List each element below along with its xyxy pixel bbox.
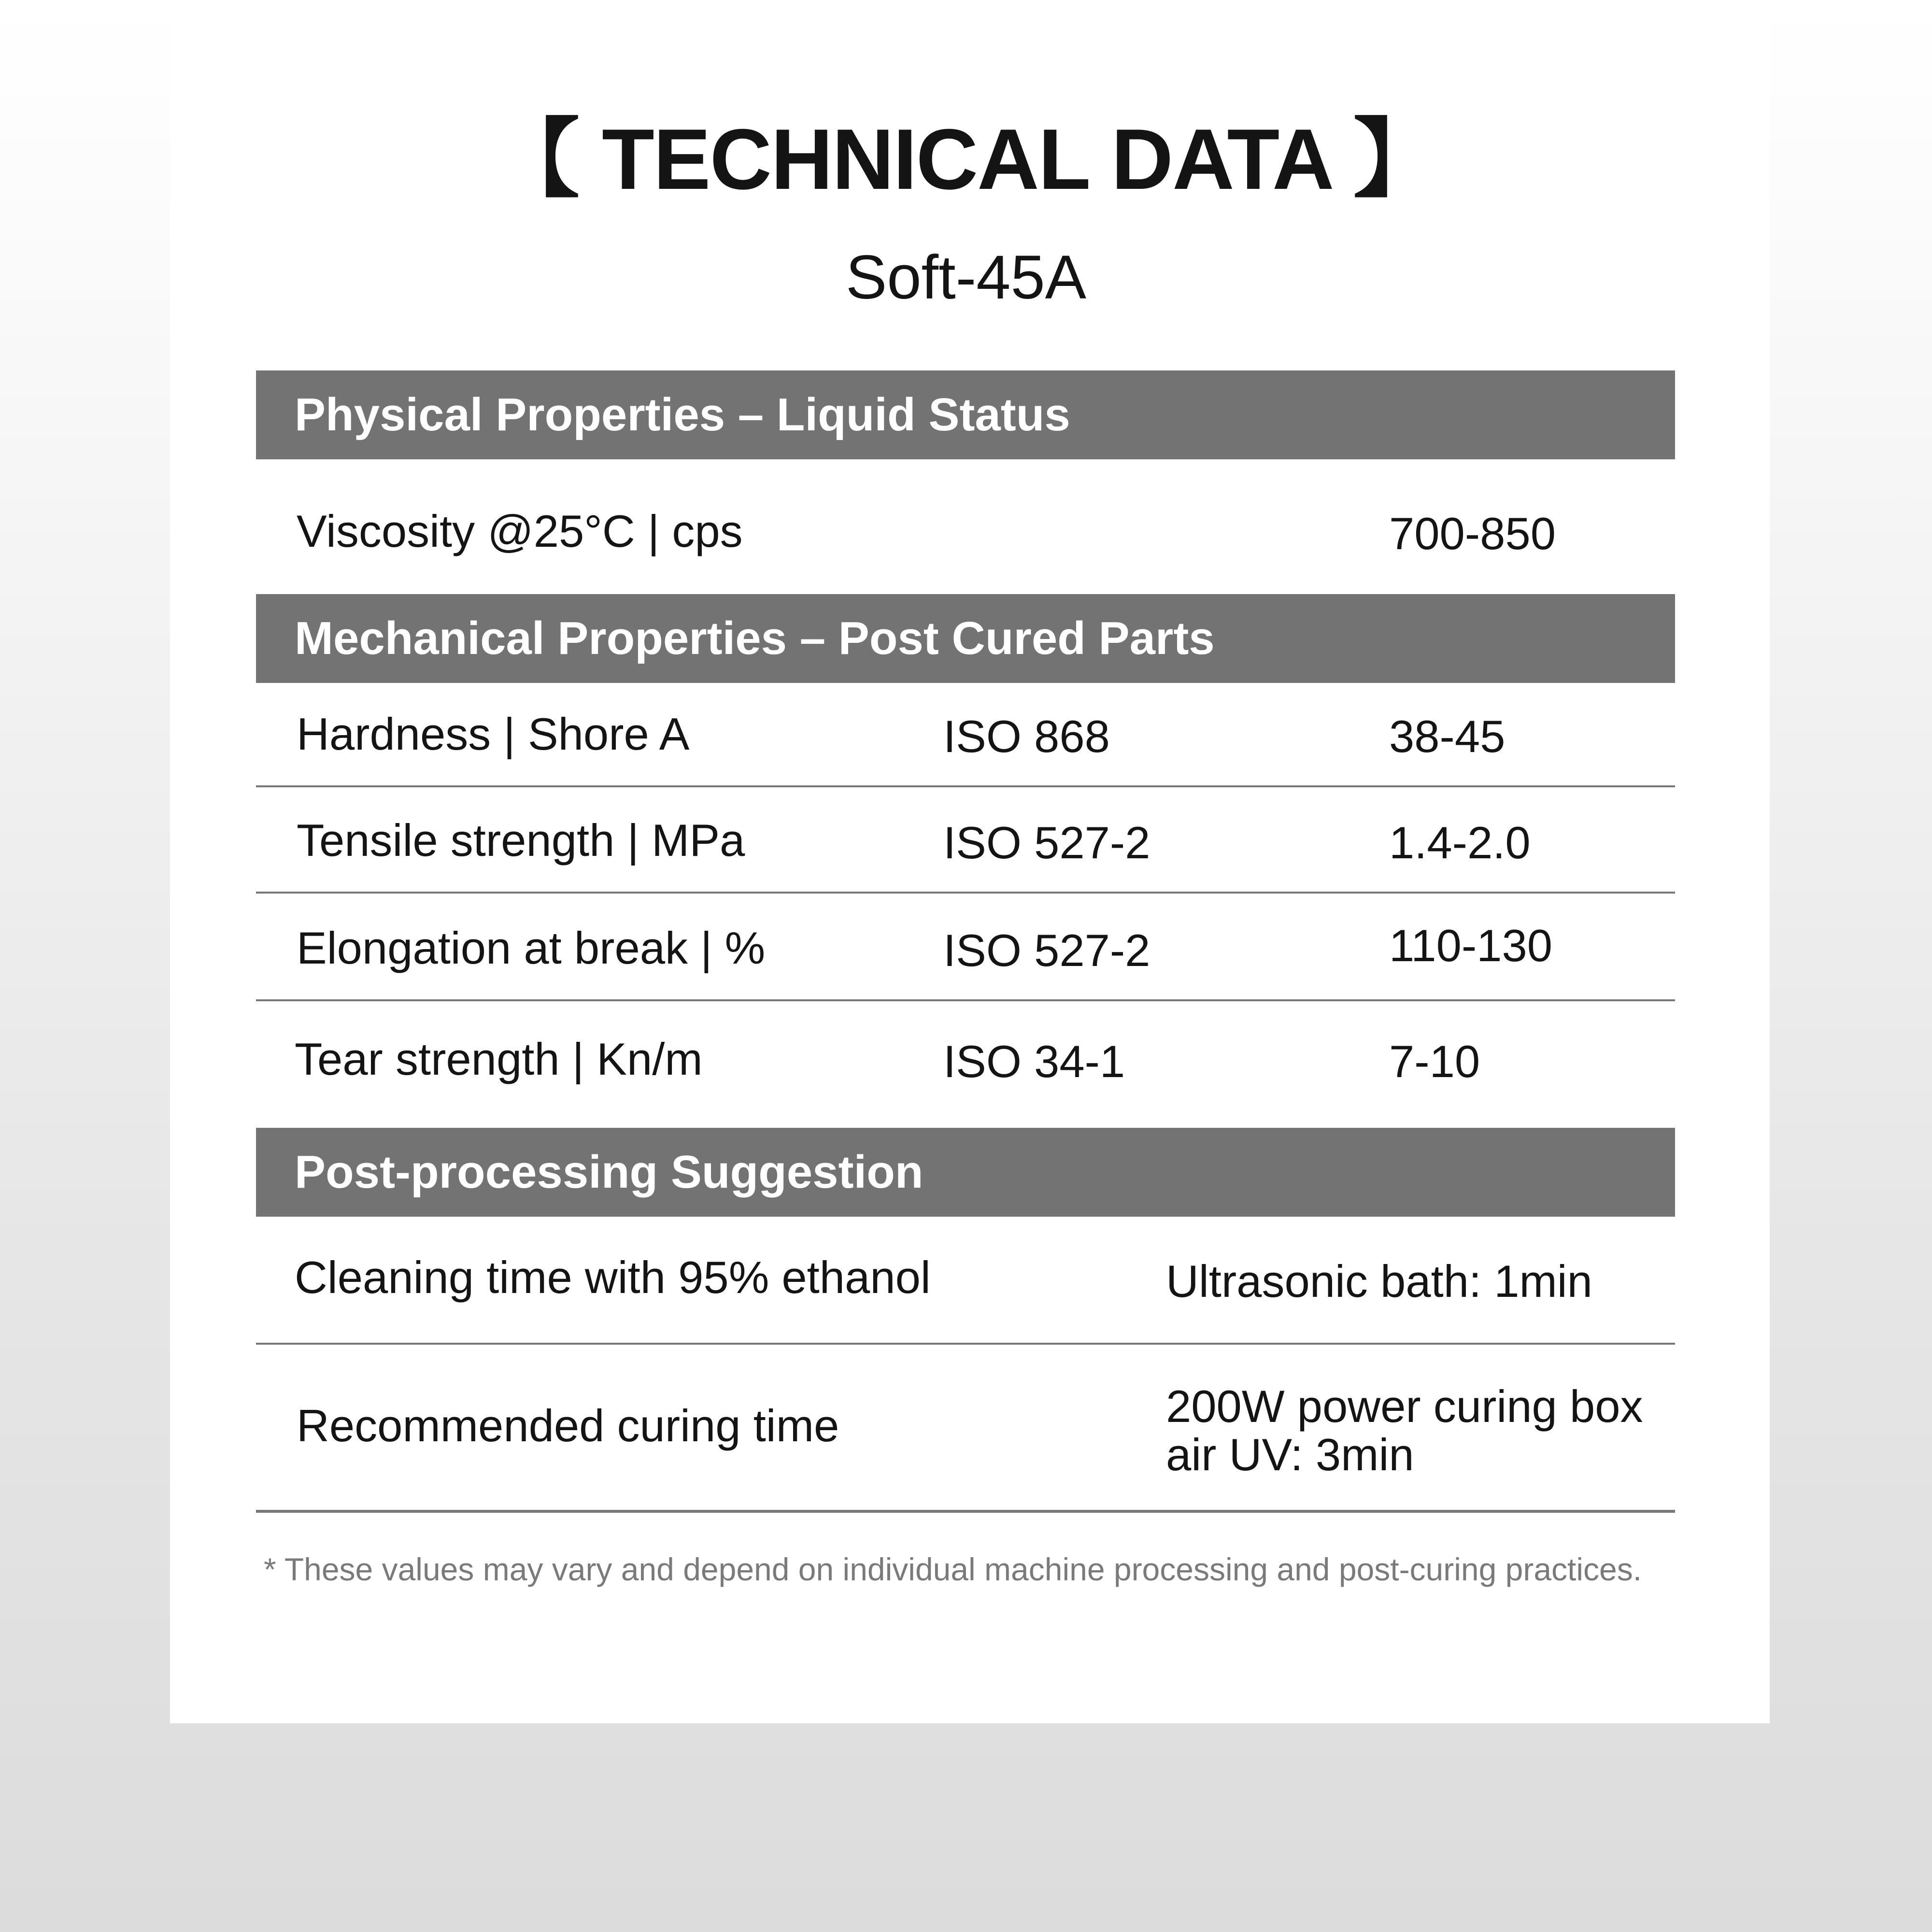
section-header-mechanical-properties: Mechanical Properties – Post Cured Parts	[256, 594, 1675, 683]
row-curing-property: Recommended curing time	[297, 1400, 839, 1451]
table-bottom-rule	[256, 1510, 1675, 1513]
row-tensile-value: 1.4-2.0	[1389, 817, 1531, 868]
row-viscosity-property: Viscosity @25°C | cps	[297, 506, 743, 556]
row-hardness-property: Hardness | Shore A	[297, 709, 690, 759]
row-elongation-standard: ISO 527-2	[943, 925, 1151, 976]
row-tensile-property: Tensile strength | MPa	[297, 815, 745, 866]
row-divider	[256, 892, 1675, 894]
section-header-physical-properties: Physical Properties – Liquid Status	[256, 370, 1675, 459]
row-cleaning-value: Ultrasonic bath: 1min	[1166, 1256, 1592, 1307]
row-tensile-standard: ISO 527-2	[943, 817, 1151, 868]
row-curing-value-line-1: 200W power curing box	[1166, 1381, 1643, 1432]
row-curing-value-line-2: air UV: 3min	[1166, 1429, 1414, 1480]
row-tear-property: Tear strength | Kn/m	[295, 1034, 703, 1084]
row-elongation-value: 110-130	[1389, 920, 1552, 971]
row-divider	[256, 999, 1675, 1001]
row-viscosity-value: 700-850	[1389, 508, 1556, 559]
row-divider	[256, 1343, 1675, 1345]
row-tear-standard: ISO 34-1	[943, 1036, 1125, 1087]
row-hardness-value: 38-45	[1389, 711, 1506, 762]
row-hardness-standard: ISO 868	[943, 711, 1110, 762]
row-cleaning-property: Cleaning time with 95% ethanol	[295, 1252, 931, 1303]
footnote: * These values may vary and depend on individual machine processing and post-curing practices.	[264, 1551, 1642, 1587]
row-divider	[256, 785, 1675, 787]
row-elongation-property: Elongation at break | %	[297, 923, 766, 973]
row-tear-value: 7-10	[1389, 1036, 1480, 1087]
product-name: Soft-45A	[845, 243, 1087, 312]
page-title: 【 TECHNICAL DATA 】	[494, 111, 1438, 207]
section-header-post-processing: Post-processing Suggestion	[256, 1128, 1675, 1217]
